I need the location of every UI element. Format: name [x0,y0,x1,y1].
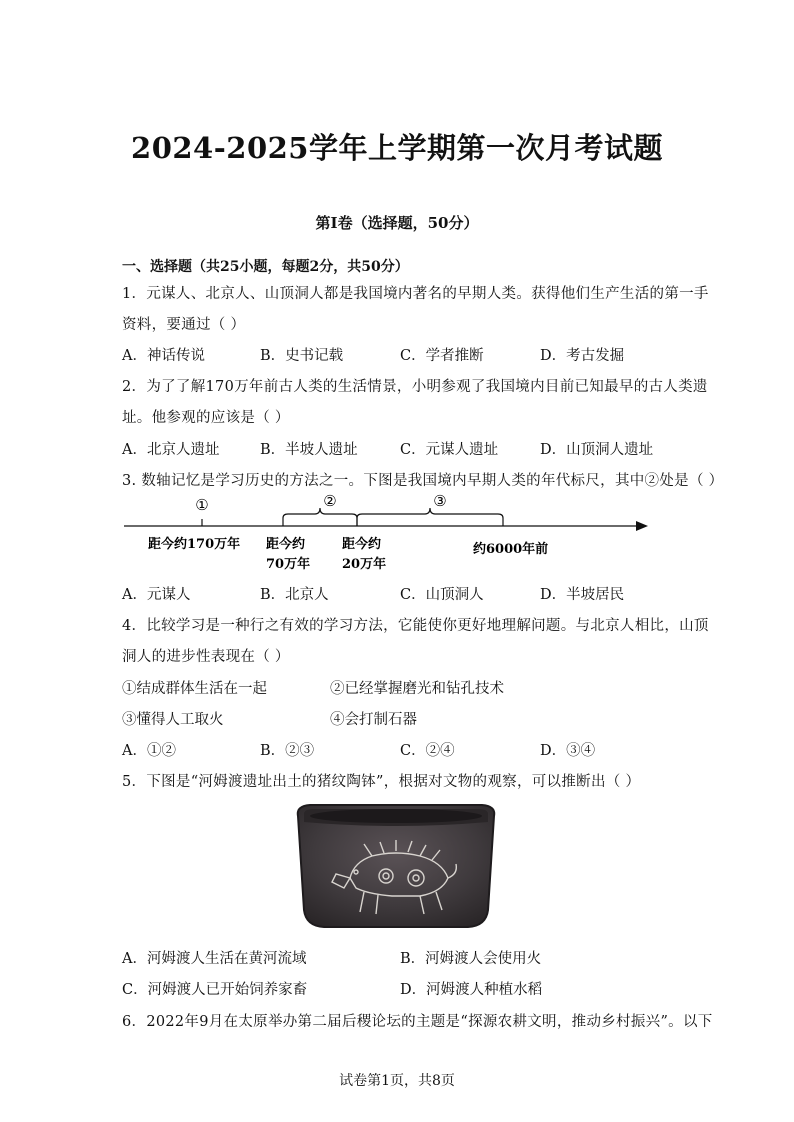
label-20-top: 距今约 [342,537,382,552]
q4-stem-line1: 4．比较学习是一种行之有效的学习方法，它能使你更好地理解问题。与北京人相比，山顶 [122,618,709,634]
marker-1: ① [195,496,209,514]
q4-option-c: C．②④ [400,743,455,759]
bracket-2 [283,508,357,526]
q5-option-a: A．河姆渡人生活在黄河流域 [122,951,307,967]
pottery-bowl-image [292,800,500,932]
q3-option-a: A．元谋人 [122,587,191,603]
label-70-bottom: 70万年 [266,557,311,572]
exam-title: 2024-2025学年上学期第一次月考试题 [131,131,663,165]
q1-stem-line1: 1．元谋人、北京人、山顶洞人都是我国境内著名的早期人类。获得他们生产生活的第一手 [122,286,709,302]
q1-option-c: C．学者推断 [400,348,484,364]
q2-option-b: B．半坡人遗址 [260,442,358,458]
section-heading: 一、选择题（共25小题，每题2分，共50分） [122,259,409,275]
q1-option-d: D．考古发掘 [540,348,625,364]
q4-item-3: ③懂得人工取火 [122,712,224,728]
q4-option-b: B．②③ [260,743,315,759]
q3-stem: 3. 数轴记忆是学习历史的方法之一。下图是我国境内早期人类的年代标尺，其中②处是（ ） [122,473,724,489]
q5-option-b: B．河姆渡人会使用火 [400,951,542,967]
q2-stem-line1: 2．为了了解170万年前古人类的生活情景，小明参观了我国境内目前已知最早的古人类遗 [122,379,708,395]
label-170: 距今约170万年 [148,537,241,552]
q1-stem-line2: 资料，要通过（ ） [122,317,246,333]
q2-option-c: C．元谋人遗址 [400,442,499,458]
q2-option-d: D．山顶洞人遗址 [540,442,654,458]
q4-item-4: ④会打制石器 [330,712,417,728]
q6-stem: 6．2022年9月在太原举办第二届后稷论坛的主题是“探源农耕文明，推动乡村振兴”。以下 [122,1014,713,1030]
q4-item-2: ②已经掌握磨光和钻孔技术 [330,681,504,697]
q4-option-d: D．③④ [540,743,596,759]
q5-option-c: C．河姆渡人已开始饲养家畜 [122,982,308,998]
marker-3: ③ [433,492,447,510]
q4-stem-line2: 洞人的进步性表现在（ ） [122,649,290,665]
paper-subtitle: 第Ⅰ卷（选择题，50分） [315,214,479,232]
bracket-3 [357,508,503,526]
label-70-top: 距今约 [266,537,306,552]
q1-option-a: A．神话传说 [122,348,205,364]
timeline-diagram [0,490,794,580]
q3-option-b: B．北京人 [260,587,329,603]
label-6000: 约6000年前 [473,542,549,557]
timeline-arrowhead [636,521,648,531]
q1-option-b: B．史书记载 [260,348,344,364]
marker-2: ② [323,492,337,510]
label-20-bottom: 20万年 [342,557,387,572]
q5-option-d: D．河姆渡人种植水稻 [400,982,543,998]
q4-item-1: ①结成群体生活在一起 [122,681,267,697]
q4-option-a: A．①② [122,743,176,759]
q2-stem-line2: 址。他参观的应该是（ ） [122,410,290,426]
q2-option-a: A．北京人遗址 [122,442,220,458]
page-footer: 试卷第1页，共8页 [339,1073,455,1089]
q3-option-c: C．山顶洞人 [400,587,484,603]
q3-option-d: D．半坡居民 [540,587,625,603]
q5-stem: 5．下图是“河姆渡遗址出土的猪纹陶钵”，根据对文物的观察，可以推断出（ ） [122,774,641,790]
